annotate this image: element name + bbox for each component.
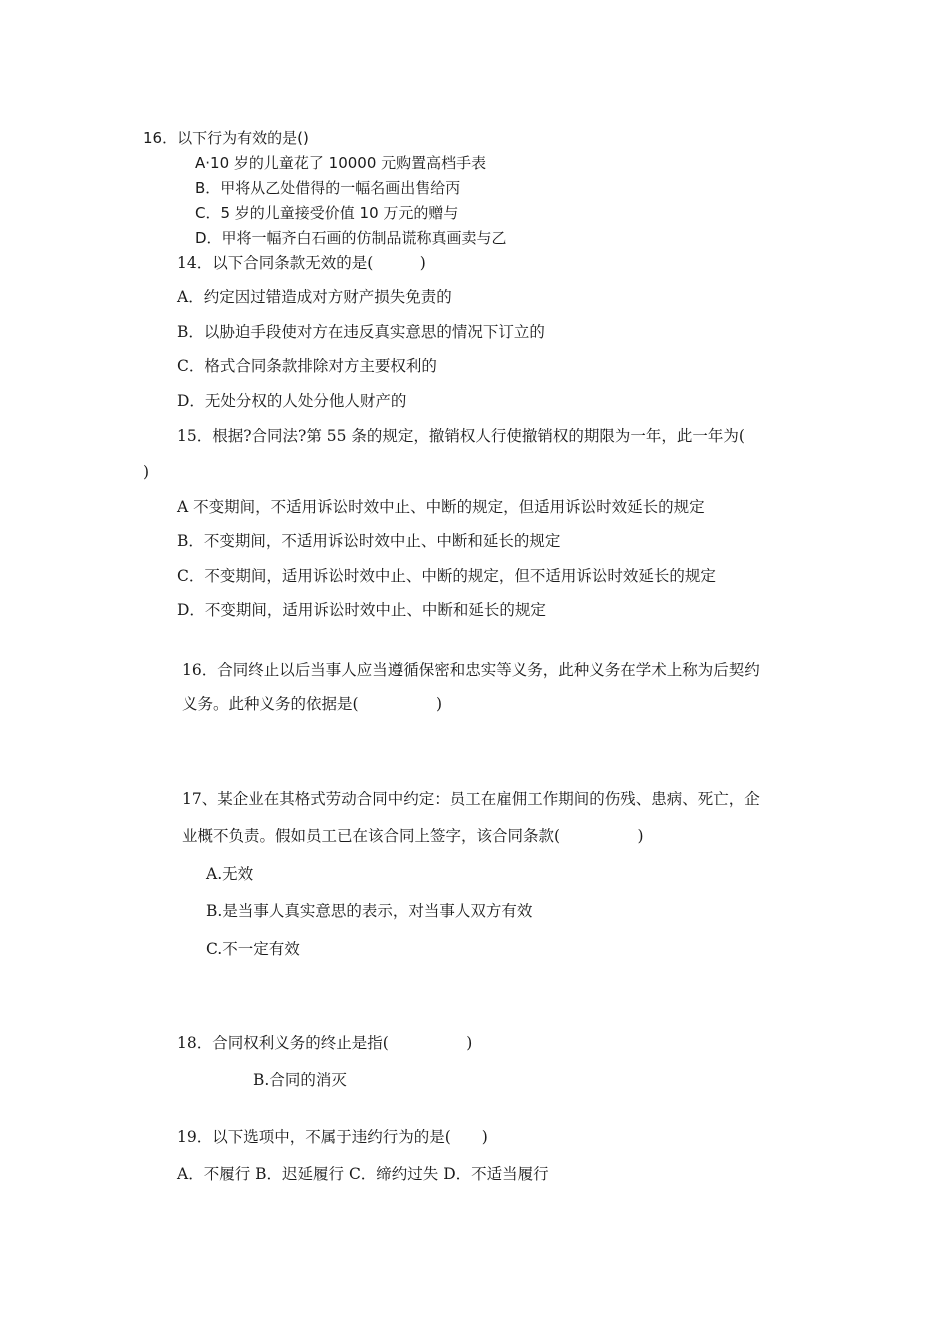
question-18-stem: 18．合同权利义务的终止是指( ) bbox=[177, 1034, 473, 1052]
question-14-option-c: C．格式合同条款排除对方主要权利的 bbox=[177, 357, 437, 375]
question-15-option-d: D．不变期间，适用诉讼时效中止、中断和延长的规定 bbox=[177, 601, 546, 619]
question-15-option-b: B．不变期间，不适用诉讼时效中止、中断和延长的规定 bbox=[177, 532, 561, 550]
question-14-option-b: B．以胁迫手段使对方在违反真实意思的情况下订立的 bbox=[177, 323, 545, 341]
question-19-options: A．不履行 B．迟延履行 C．缔约过失 D．不适当履行 bbox=[177, 1165, 549, 1183]
question-16a-option-c: C．5 岁的儿童接受价值 10 万元的赠与 bbox=[195, 204, 459, 222]
question-15-option-c: C．不变期间，适用诉讼时效中止、中断的规定，但不适用诉讼时效延长的规定 bbox=[177, 567, 716, 585]
question-15-option-a: A 不变期间，不适用诉讼时效中止、中断的规定，但适用诉讼时效延长的规定 bbox=[177, 498, 705, 516]
question-15-stem-line1: 15．根据?合同法?第 55 条的规定，撤销权人行使撤销权的期限为一年，此一年为( bbox=[177, 427, 745, 445]
question-19-stem: 19．以下选项中，不属于违约行为的是( ) bbox=[177, 1128, 488, 1146]
question-16b-stem-line1: 16．合同终止以后当事人应当遵循保密和忠实等义务，此种义务在学术上称为后契约 bbox=[182, 661, 760, 679]
question-14-option-a: A．约定因过错造成对方财产损失免责的 bbox=[177, 288, 452, 306]
question-16a-option-a: A·10 岁的儿童花了 10000 元购置高档手表 bbox=[195, 154, 487, 172]
question-16a-stem: 16．以下行为有效的是() bbox=[143, 129, 309, 147]
question-14-stem: 14．以下合同条款无效的是( ) bbox=[177, 254, 426, 272]
question-17-option-b: B.是当事人真实意思的表示，对当事人双方有效 bbox=[206, 902, 533, 920]
question-17-stem-line1: 17、某企业在其格式劳动合同中约定：员工在雇佣工作期间的伤残、患病、死亡，企 bbox=[182, 790, 760, 808]
question-15-stem-line2: ) bbox=[143, 463, 150, 481]
question-17-option-c: C.不一定有效 bbox=[206, 940, 300, 958]
question-14-option-d: D．无处分权的人处分他人财产的 bbox=[177, 392, 407, 410]
question-17-option-a: A.无效 bbox=[206, 865, 254, 883]
question-16b-stem-line2: 义务。此种义务的依据是( ) bbox=[182, 695, 443, 713]
question-16a-option-d: D．甲将一幅齐白石画的仿制品谎称真画卖与乙 bbox=[195, 229, 507, 247]
question-16a-option-b: B．甲将从乙处借得的一幅名画出售给丙 bbox=[195, 179, 461, 197]
question-17-stem-line2: 业概不负责。假如员工已在该合同上签字，该合同条款( ) bbox=[182, 827, 644, 845]
question-18-option-b: B.合同的消灭 bbox=[253, 1071, 347, 1089]
